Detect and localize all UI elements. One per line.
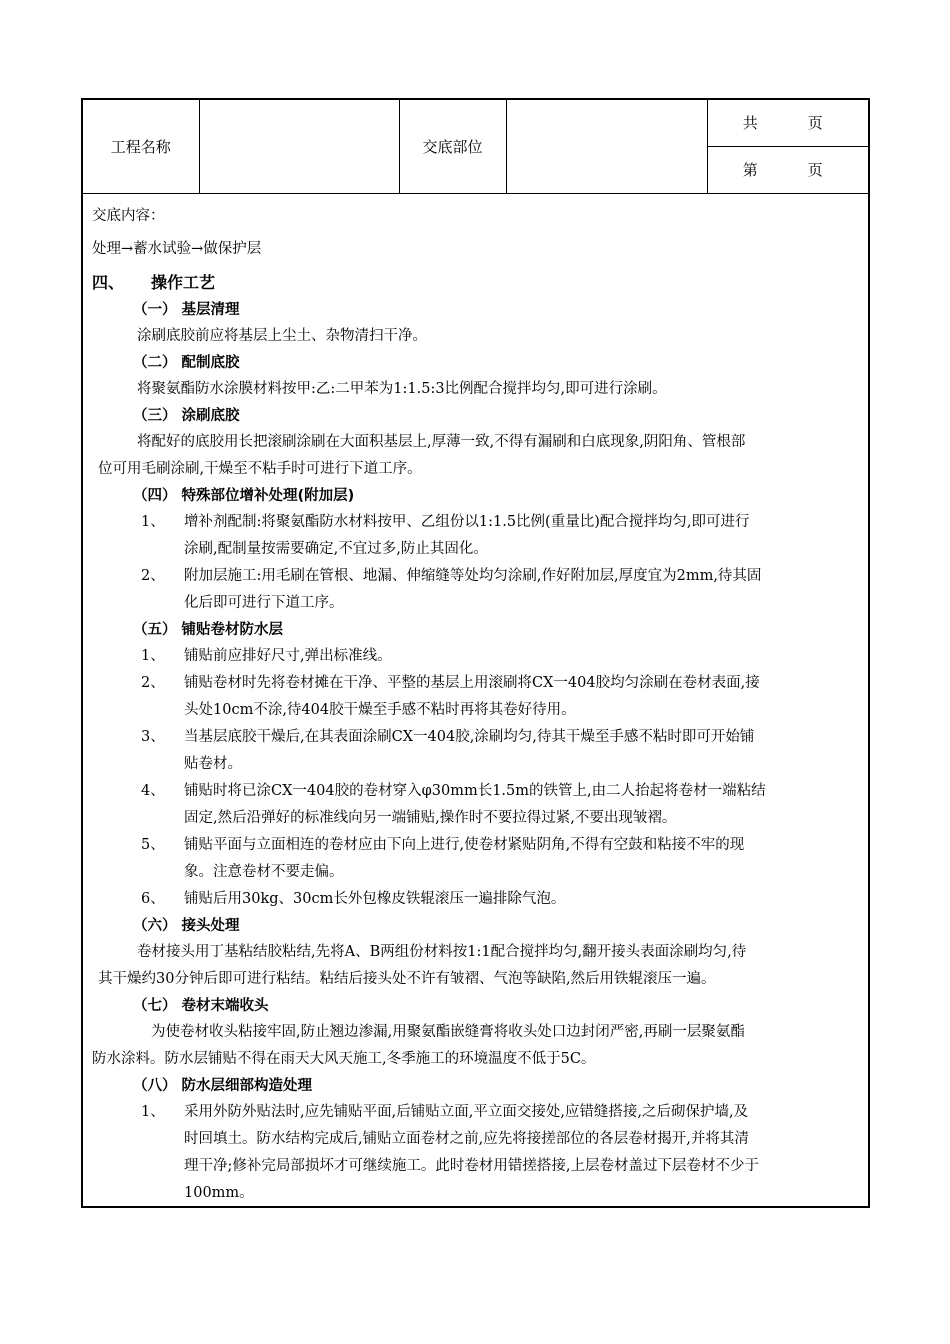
- section-4-title: 操作工艺: [151, 273, 216, 292]
- s5-item-4-number: 4、: [141, 783, 165, 799]
- s3-text-1: 将配好的底胶用长把滚刷涂刷在大面积基层上,厚薄一致,不得有漏刷和白底现象,阴阳角、管根部: [137, 434, 746, 450]
- s6-text-2: 其干燥约30分钟后即可进行粘结。粘结后接头处不许有皱褶、气泡等缺陷,然后用铁辊滚压一遍。: [98, 971, 716, 987]
- s8-item-1-line-4: 100mm。: [184, 1185, 254, 1201]
- s5-item-4-line-1: 铺贴时将已涂CX一404胶的卷材穿入φ30mm长1.5m的铁管上,由二人抬起将卷材一端粘结: [184, 783, 766, 799]
- s3-title: （三） 涂刷底胶: [133, 408, 240, 424]
- s8-item-1-line-3: 理干净;修补完局部损坏才可继续施工。此时卷材用错搓搭接,上层卷材盖过下层卷材不少于: [184, 1158, 759, 1174]
- s5-item-5-line-2: 象。注意卷材不要走偏。: [184, 864, 344, 880]
- s5-item-6-line-1: 铺贴后用30kg、30cm长外包橡皮铁辊滚压一遍排除气泡。: [184, 891, 566, 907]
- s5-item-4-line-2: 固定,然后沿弹好的标准线向另一端铺贴,操作时不要拉得过紧,不要出现皱褶。: [184, 810, 677, 826]
- s8-item-1-line-2: 时回填土。防水结构完成后,铺贴立面卷材之前,应先将接搓部位的各层卷材揭开,并将其清: [184, 1131, 749, 1147]
- s4-item-1-number: 1、: [141, 514, 165, 530]
- s4-item-2-line-2: 化后即可进行下道工序。: [184, 595, 344, 611]
- s2-text: 将聚氨酯防水涂膜材料按甲:乙:二甲苯为1:1.5:3比例配合搅拌均匀,即可进行涂刷。: [137, 381, 667, 397]
- s4-item-1-line-2: 涂刷,配制量按需要确定,不宜过多,防止其固化。: [184, 541, 488, 557]
- page-number-cell: [707, 146, 868, 193]
- s5-item-2-number: 2、: [141, 675, 165, 691]
- s5-item-1-number: 1、: [141, 648, 165, 664]
- s5-item-5-line-1: 铺贴平面与立面相连的卷材应由下向上进行,使卷材紧贴阴角,不得有空鼓和粘接不牢的现: [184, 837, 745, 853]
- s7-text-2: 防水涂料。防水层铺贴不得在雨天大风天施工,冬季施工的环境温度不低于5C。: [92, 1051, 596, 1067]
- s4-title: （四） 特殊部位增补处理(附加层): [133, 488, 355, 504]
- s1-text: 涂刷底胶前应将基层上尘土、杂物清扫干净。: [137, 328, 427, 344]
- total-pages-a: 共: [742, 114, 758, 133]
- project-name-label: 工程名称: [83, 100, 199, 193]
- s1-title: （一） 基层清理: [133, 302, 240, 318]
- s6-title: （六） 接头处理: [133, 918, 240, 934]
- header-table: [83, 100, 868, 194]
- s8-item-1-number: 1、: [141, 1104, 165, 1120]
- s5-item-3-number: 3、: [141, 729, 165, 745]
- document-frame: [81, 98, 870, 1208]
- s6-text-1: 卷材接头用丁基粘结胶粘结,先将A、B两组份材料按1:1配合搅拌均匀,翻开接头表面涂刷均匀,待: [137, 944, 747, 960]
- s4-item-2-line-1: 附加层施工:用毛刷在管根、地漏、伸缩缝等处均匀涂刷,作好附加层,厚度宜为2mm,待其固: [184, 568, 762, 584]
- page-number-a: 第: [742, 161, 758, 179]
- section-4-number: 四、: [92, 273, 125, 292]
- intro-label: 交底内容：: [92, 208, 165, 224]
- s5-item-5-number: 5、: [141, 837, 165, 853]
- s8-title: （八） 防水层细部构造处理: [133, 1078, 313, 1094]
- s5-item-3-line-2: 贴卷材。: [184, 756, 242, 772]
- s7-title: （七） 卷材末端收头: [133, 998, 269, 1014]
- s2-title: （二） 配制底胶: [133, 355, 240, 371]
- s5-item-6-number: 6、: [141, 891, 165, 907]
- s3-text-2: 位可用毛刷涂刷,干燥至不粘手时可进行下道工序。: [98, 461, 422, 477]
- s4-item-1-line-1: 增补剂配制:将聚氨酯防水材料按甲、乙组份以1:1.5比例(重量比)配合搅拌均匀,即可进行: [184, 514, 750, 530]
- s4-item-2-number: 2、: [141, 568, 165, 584]
- s5-title: （五） 铺贴卷材防水层: [133, 622, 284, 638]
- flow-tail: 处理→蓄水试验→做保护层: [92, 241, 262, 257]
- s5-item-1-line-1: 铺贴前应排好尺寸,弹出标准线。: [184, 648, 392, 664]
- s7-text-1: 为使卷材收头粘接牢固,防止翘边渗漏,用聚氨酯嵌缝膏将收头处口边封闭严密,再刷一层聚氨酯: [151, 1024, 745, 1040]
- s5-item-2-line-1: 铺贴卷材时先将卷材摊在干净、平整的基层上用滚刷将CX一404胶均匀涂刷在卷材表面,接: [184, 675, 760, 691]
- total-pages-b: 页: [807, 114, 823, 133]
- total-pages-cell: [707, 100, 868, 146]
- project-name-value[interactable]: [199, 100, 399, 193]
- s5-item-2-line-2: 头处10cm不涂,待404胶干燥至手感不粘时再将其卷好待用。: [184, 702, 576, 718]
- location-value[interactable]: [506, 100, 707, 193]
- page-number-b: 页: [807, 161, 823, 179]
- s5-item-3-line-1: 当基层底胶干燥后,在其表面涂刷CX一404胶,涂刷均匀,待其干燥至手感不粘时即可开始铺: [184, 729, 755, 745]
- location-label: 交底部位: [399, 100, 506, 193]
- s8-item-1-line-1: 采用外防外贴法时,应先铺贴平面,后铺贴立面,平立面交接处,应错缝搭接,之后砌保护墙,及: [184, 1104, 749, 1120]
